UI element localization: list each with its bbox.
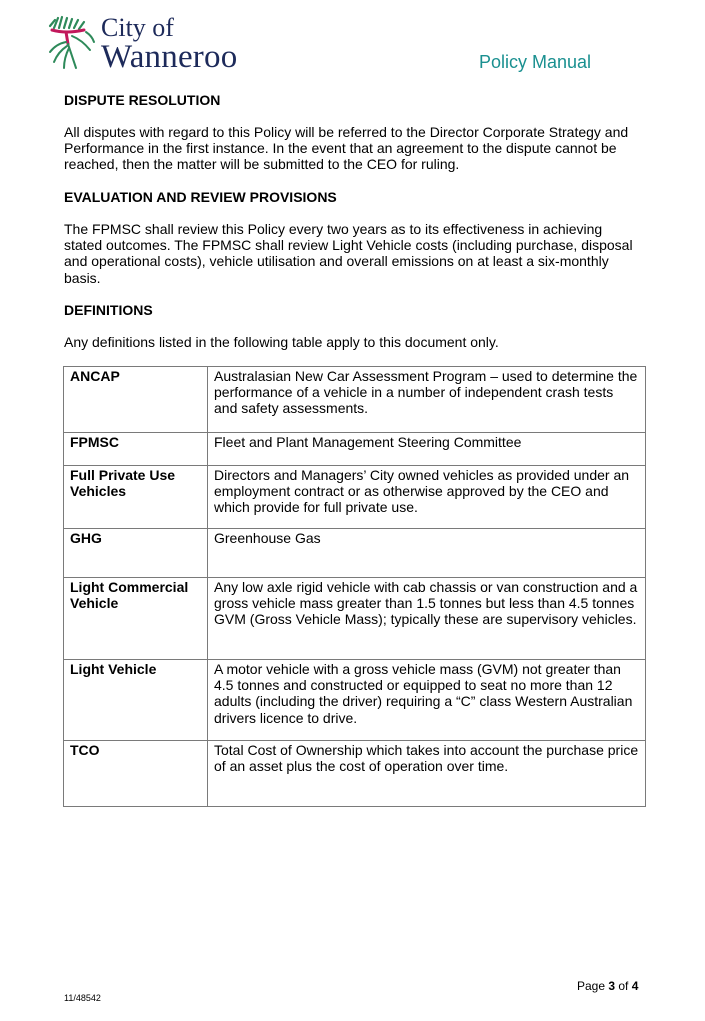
document-reference: 11/48542 [64, 993, 101, 1003]
table-row [64, 578, 646, 660]
page-number [577, 979, 638, 993]
document-series-title: Policy Manual [479, 52, 592, 72]
logo-text-city-of: City of [101, 13, 174, 42]
logo-text-wanneroo: Wanneroo [101, 39, 238, 75]
page-separator: of [615, 979, 632, 993]
definition-term: GHG [64, 529, 208, 578]
definition-term: FPMSC [64, 433, 208, 466]
city-of-wanneroo-logo [46, 14, 246, 74]
definition-term: Light Commercial Vehicle [64, 578, 208, 660]
page-current: 3 [608, 979, 616, 993]
definition-term: ANCAP [64, 367, 208, 433]
definition-text: A motor vehicle with a gross vehicle mass (GVM) not greater than 4.5 tonnes and constructed or equipped to seat no more than 12 adults (including the driver) requiring a “C” class Western Australian drivers licence to drive. [208, 660, 646, 741]
table-row [64, 741, 646, 807]
kangaroo-paw-icon [46, 14, 102, 70]
definition-text: Any low axle rigid vehicle with cab chassis or van construction and a gross vehicle mass greater than 1.5 tonnes but less than 4.5 tonnes GVM (Gross Vehicle Mass); typically these are supervisory vehicles. [208, 578, 646, 660]
page-total: 4 [631, 979, 639, 993]
table-row [64, 660, 646, 741]
table-row [64, 529, 646, 578]
definition-text: Australasian New Car Assessment Program – used to determine the performance of a vehicle in a number of independent crash tests and safety assessments. [208, 367, 646, 433]
definition-term: TCO [64, 741, 208, 807]
table-row [64, 433, 646, 466]
definition-text: Fleet and Plant Management Steering Committee [208, 433, 646, 466]
page-prefix: Page [577, 979, 609, 993]
section-heading-evaluation-review: EVALUATION AND REVIEW PROVISIONS [64, 189, 337, 205]
table-row [64, 367, 646, 433]
definition-text: Greenhouse Gas [208, 529, 646, 578]
definition-text: Directors and Managers’ City owned vehicles as provided under an employment contract or as otherwise approved by the CEO and which provide for full private use. [208, 466, 646, 529]
section-heading-dispute-resolution: DISPUTE RESOLUTION [64, 92, 221, 108]
definitions-table [63, 366, 646, 807]
section-body-dispute-resolution: All disputes with regard to this Policy will be referred to the Director Corporate Strategy and Performance in the first instance. In the event that an agreement to the dispute cannot be reached, then the matter will be submitted to the CEO for ruling. [64, 124, 629, 173]
section-heading-definitions: DEFINITIONS [64, 302, 153, 318]
definition-term: Full Private Use Vehicles [64, 466, 208, 529]
table-row [64, 466, 646, 529]
definition-text: Total Cost of Ownership which takes into account the purchase price of an asset plus the cost of operation over time. [208, 741, 646, 807]
definition-term: Light Vehicle [64, 660, 208, 741]
section-body-evaluation-review: The FPMSC shall review this Policy every two years as to its effectiveness in achieving stated outcomes. The FPMSC shall review Light Vehicle costs (including purchase, disposal and operational costs), vehicle utilisation and overall emissions on at least a six-monthly basis. [64, 221, 633, 286]
section-body-definitions: Any definitions listed in the following table apply to this document only. [64, 334, 499, 350]
